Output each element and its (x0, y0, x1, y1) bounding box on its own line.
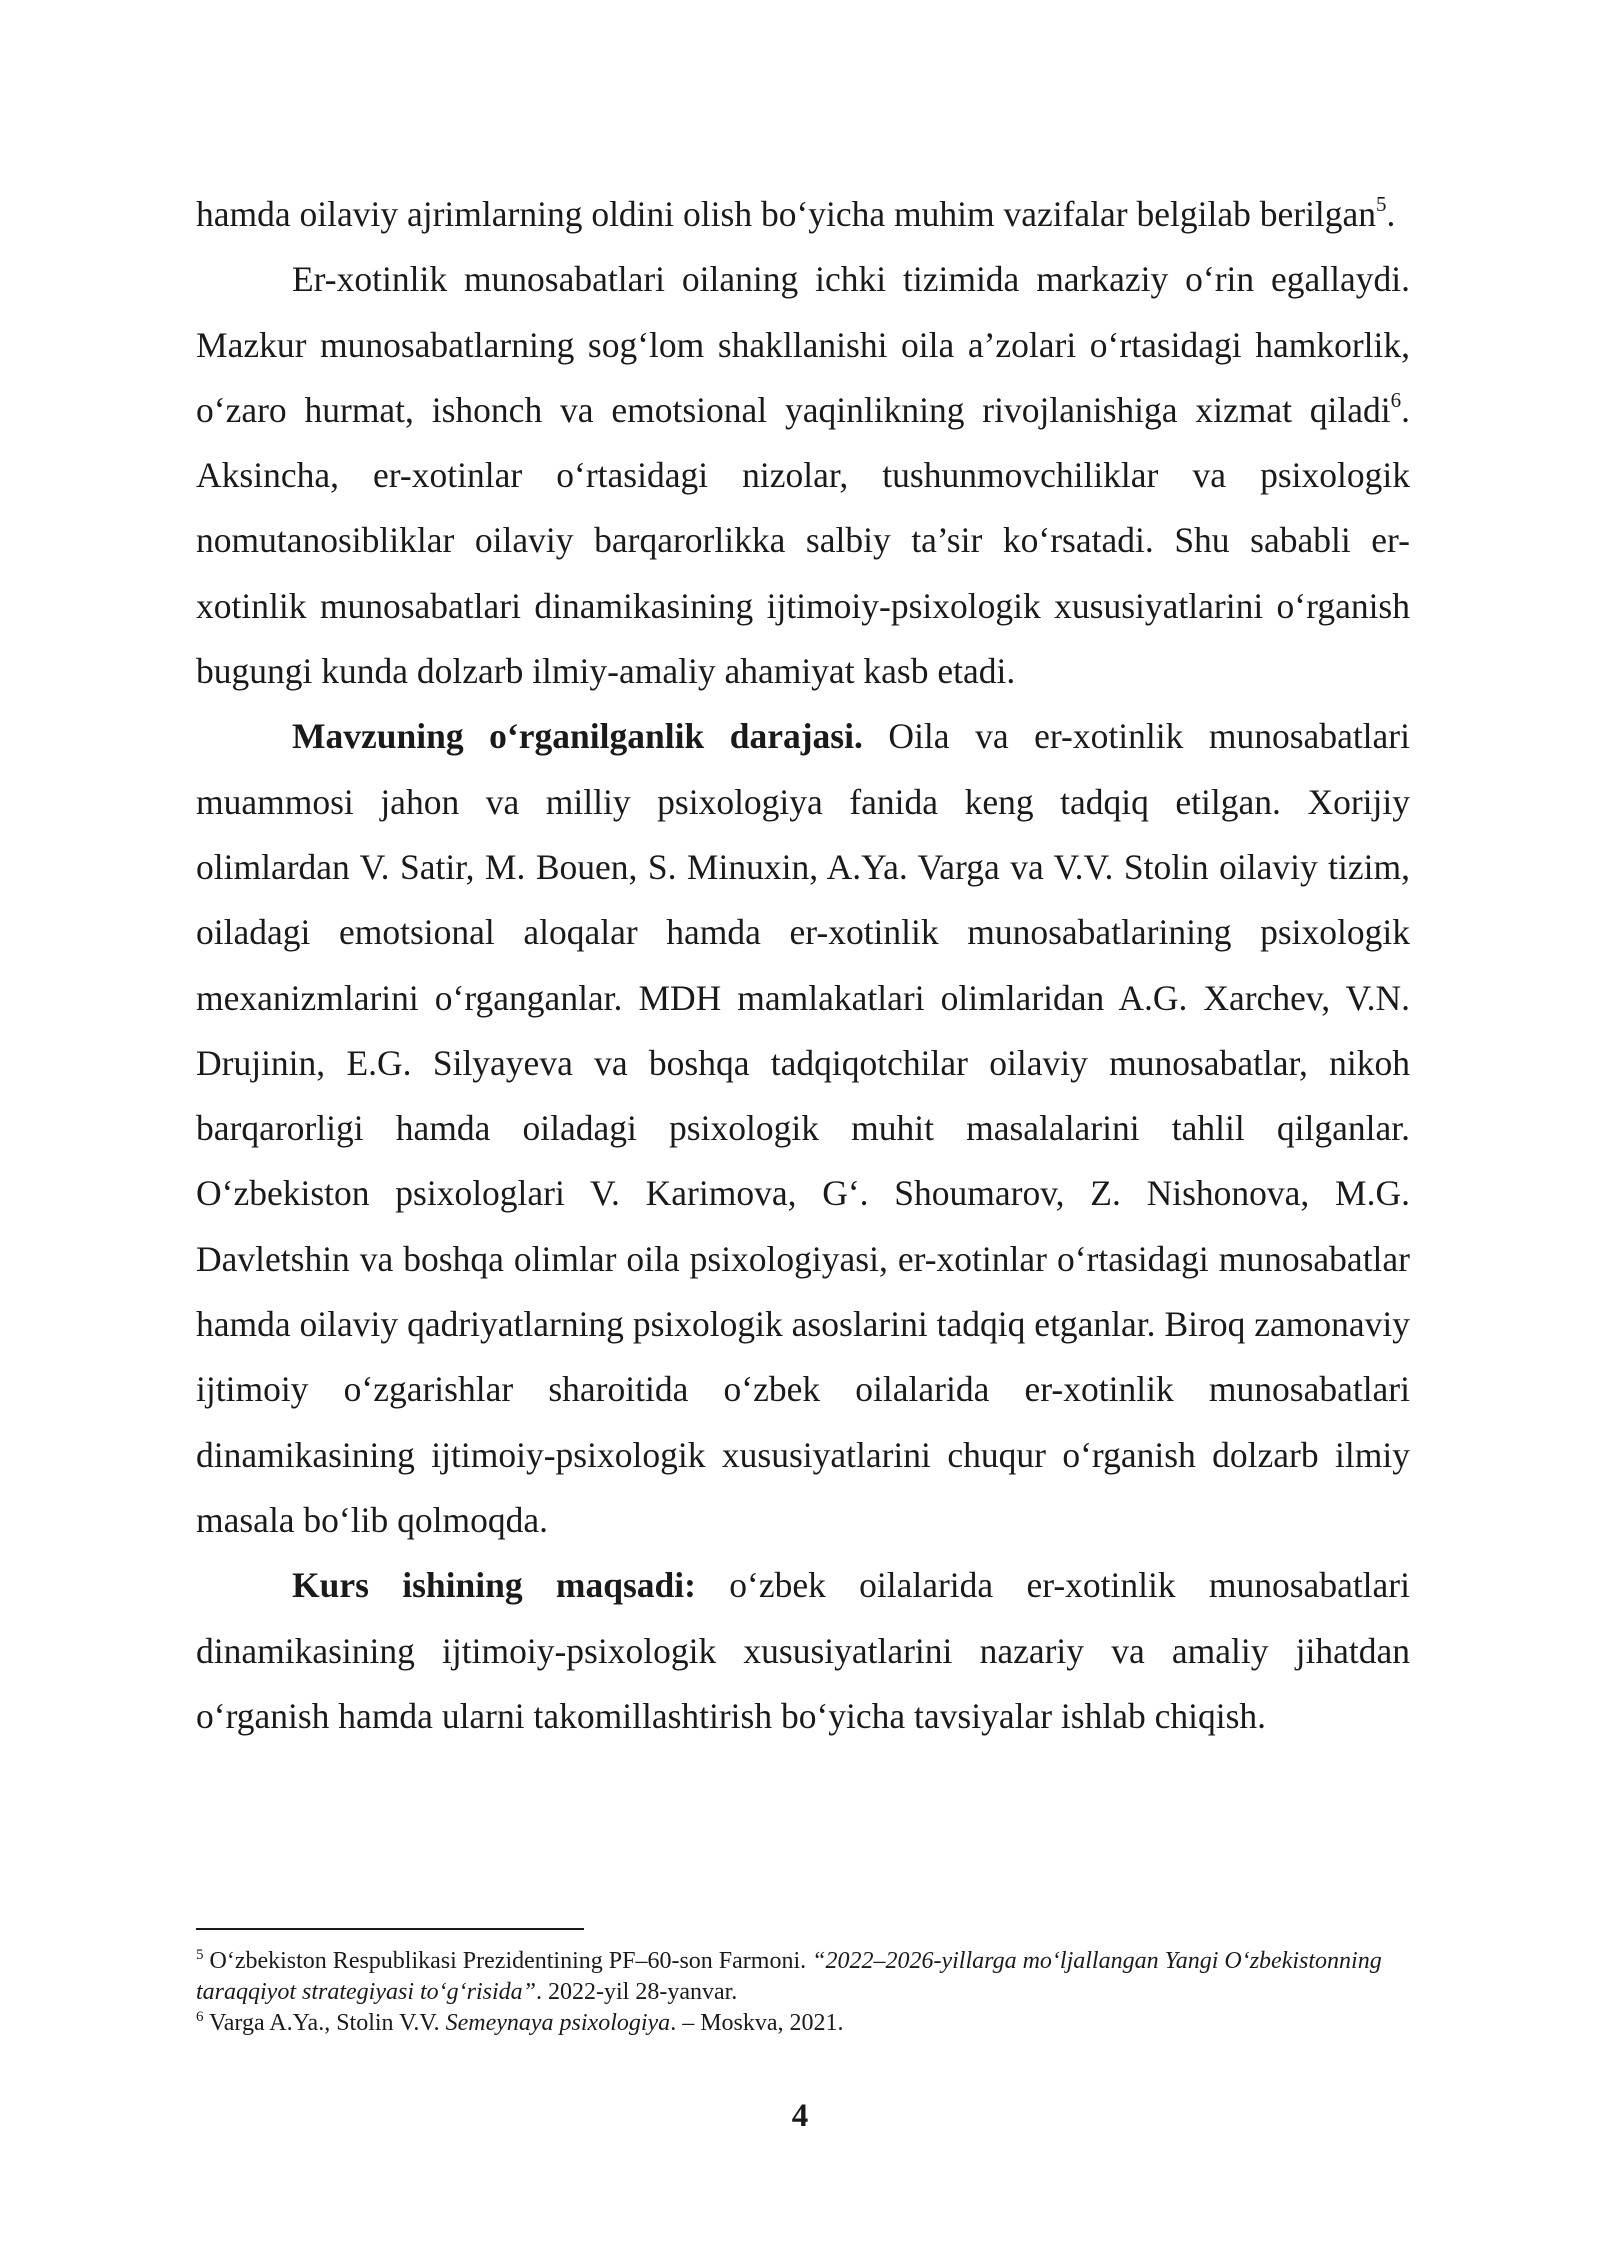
paragraph-study-level (196, 704, 1410, 1553)
paragraph-text: o‘zbek oilalarida er-xotinlik munosabatlari dinamikasining ijtimoiy-psixologik xususiyatlarini nazariy va amaliy jihatdan o‘rganish hamda ularni takomillashtirish bo‘yicha tavsiyalar ishlab chiqish. (196, 1565, 1410, 1736)
paragraph-text: . (1386, 194, 1396, 234)
paragraph-relations (196, 247, 1410, 704)
footnote-title: “2022–2026-yillarga mo‘ljallangan Yangi O‘zbekistonning taraqqiyot strategiyasi to‘g‘risida” (196, 1948, 1382, 2005)
footnote-5 (196, 1946, 1410, 2008)
footnotes (196, 1946, 1410, 2039)
footnote-number: 6 (196, 2009, 204, 2025)
section-heading-course-goal: Kurs ishining maqsadi: (292, 1565, 696, 1606)
paragraph-text: hamda oilaviy ajrimlarning oldini olish bo‘yicha muhim vazifalar belgilab berilgan (196, 194, 1377, 234)
footnote-text: Varga A.Ya., Stolin V.V. (203, 2010, 446, 2036)
footnote-separator (196, 1928, 584, 1930)
paragraph-continuation (196, 182, 1410, 247)
paragraph-text: . Aksincha, er-xotinlar o‘rtasidagi nizolar, tushunmovchiliklar va psixologik nomutanosibliklar oilaviy barqarorlikka salbiy ta’sir ko‘rsatadi. Shu sababli er-xotinlik munosabatlari dinamikasining ijtimoiy-psixologik xususiyatlarini o‘rganish bugungi kunda dolzarb ilmiy-amaliy ahamiyat kasb etadi. (196, 389, 1410, 692)
footnote-text: . – Moskva, 2021. (670, 2010, 844, 2036)
footnote-text: O‘zbekiston Respublikasi Prezidentining PF–60-son Farmoni. (203, 1948, 813, 1974)
body-text (196, 182, 1410, 1749)
page-number: 4 (791, 2098, 809, 2134)
footnote-ref-5[interactable]: 5 (1376, 192, 1387, 217)
footnote-number: 5 (196, 1947, 204, 1963)
footnote-ref-6[interactable]: 6 (1390, 388, 1402, 413)
paragraph-text: Er-xotinlik munosabatlari oilaning ichki tizimida markaziy o‘rin egallaydi. Mazkur munosabatlarning sog‘lom shakllanishi oila a’zolari o‘rtasidagi hamkorlik, o‘zaro hurmat, ishonch va emotsional yaqinlikning rivojlanishiga xizmat qiladi (196, 259, 1410, 430)
footnote-title: Semeynaya psixologiya (445, 2010, 671, 2036)
section-heading-study-level: Mavzuning o‘rganilganlik darajasi. (292, 716, 863, 757)
paragraph-text: Oila va er-xotinlik munosabatlari muammosi jahon va milliy psixologiya fanida keng tadqiq etilgan. Xorijiy olimlardan V. Satir, M. Bouen, S. Minuxin, A.Ya. Varga va V.V. Stolin oilaviy tizim, oiladagi emotsional aloqalar hamda er-xotinlik munosabatlarining psixologik mexanizmlarini o‘rganganlar. MDH mamlakatlari olimlaridan A.G. Xarchev, V.N. Drujinin, E.G. Silyayeva va boshqa tadqiqotchilar oilaviy munosabatlar, nikoh barqarorligi hamda oiladagi psixologik muhit masalalarini tahlil qilganlar. O‘zbekiston psixologlari V. Karimova, G‘. Shoumarov, Z. Nishonova, M.G. Davletshin va boshqa olimlar oila psixologiyasi, er-xotinlar o‘rtasidagi munosabatlar hamda oilaviy qadriyatlarning psixologik asoslarini tadqiq etganlar. Biroq zamonaviy ijtimoiy o‘zgarishlar sharoitida o‘zbek oilalarida er-xotinlik munosabatlari dinamikasining ijtimoiy-psixologik xususiyatlarini chuqur o‘rganish dolzarb ilmiy masala bo‘lib qolmoqda. (196, 716, 1410, 1540)
paragraph-course-goal (196, 1553, 1410, 1749)
footnote-text: . 2022-yil 28-yanvar. (536, 1979, 738, 2005)
footnote-6 (196, 2008, 1410, 2039)
